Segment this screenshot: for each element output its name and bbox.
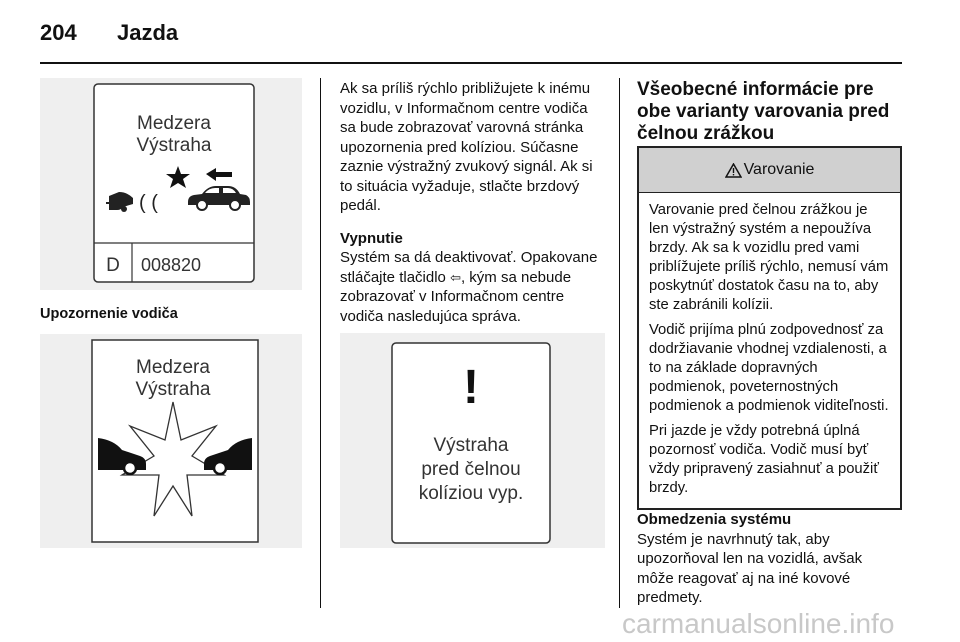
header-rule bbox=[40, 62, 902, 64]
watermark: carmanualsonline.info bbox=[622, 608, 895, 639]
limits-section bbox=[637, 510, 899, 608]
steering-button-icon: ⇦ bbox=[450, 269, 461, 285]
warning-box bbox=[637, 146, 902, 510]
column-divider-left bbox=[320, 78, 321, 608]
display-line-koliziou-vyp: kolíziou vyp. bbox=[418, 483, 524, 504]
figure-warning-off-display bbox=[340, 333, 605, 548]
warning-paragraph-2: Vodič prijíma plnú zodpovednosť za dodržiavanie vhodnej vzdialenosti, a to na základe dopravných podmienok, poveternostných podmienok a podmienok viditeľnosti. bbox=[649, 322, 889, 414]
page-number: 204 bbox=[40, 20, 77, 45]
warning-paragraph-3: Pri jazde je vždy potrebná úplná pozornosť vodiča. Vodič musí byť vždy pripravený zasiahnuť a použiť brzdy. bbox=[649, 423, 879, 496]
warning-paragraph-1: Varovanie pred čelnou zrážkou je len výstražný systém a nepoužíva brzdy. Ak sa k vozidlu pred vami priblížujete príliš rýchlo, nemusí vám poskytnúť dostatok času na to, aby ste zabránili kolízii. bbox=[649, 202, 889, 313]
warning-off-display-svg bbox=[340, 333, 605, 548]
exclamation-icon: ! bbox=[463, 361, 479, 414]
limits-heading: Obmedzenia systému bbox=[637, 511, 792, 528]
warning-body bbox=[639, 193, 900, 508]
figure-collision-warning bbox=[40, 334, 302, 548]
warning-triangle-icon bbox=[725, 163, 742, 178]
section-title: Jazda bbox=[117, 20, 179, 45]
display-line-vystraha2: Výstraha bbox=[433, 435, 509, 456]
deactivate-text-start: Systém sa dá deaktivovať. Opakovane stláčajte tlačidlo bbox=[340, 249, 598, 286]
deactivate-text-end: , kým sa nebude zobrazovať v Informačnom centre vodiča nasledujúca správa. bbox=[340, 268, 572, 325]
approach-paragraph: Ak sa príliš rýchlo približujete k inému vozidlu, v Informačnom centre vodiča sa bude zobrazovať varovná stránka upozornenia pred kolíziou. Súčasne zaznie výstražný zvukový signál. Ak si to situácia vyžaduje, stlačte brzdový pedál. bbox=[340, 80, 593, 214]
figure-caption: Upozornenie vodiča bbox=[40, 306, 178, 322]
limits-text: Systém je navrhnutý tak, aby upozorňoval len na vozidlá, avšak môže reagovať aj na iné kovové predmety. bbox=[637, 530, 863, 606]
display-line-vystraha: Výstraha bbox=[136, 135, 212, 156]
figure-gap-warning-display bbox=[40, 78, 302, 290]
radar-wave-icon: ( ( bbox=[139, 192, 158, 214]
deactivate-paragraph bbox=[340, 248, 605, 326]
vypnutie-heading: Vypnutie bbox=[340, 229, 403, 247]
collision-warning-svg bbox=[40, 334, 302, 548]
general-info-heading: Všeobecné informácie pre obe varianty varovania pred čelnou zrážkou bbox=[637, 79, 890, 144]
warning-title: Varovanie bbox=[743, 161, 815, 178]
column-divider-right bbox=[619, 78, 620, 608]
warning-box-header bbox=[639, 148, 900, 193]
gap-warning-display-svg bbox=[40, 78, 302, 290]
collision-line-vystraha: Výstraha bbox=[135, 379, 211, 400]
display-code: 008820 bbox=[141, 255, 202, 275]
display-line-pred-celnou: pred čelnou bbox=[421, 459, 521, 480]
middle-column bbox=[340, 79, 605, 339]
display-code-letter: D bbox=[106, 255, 120, 276]
display-line-medzera: Medzera bbox=[137, 113, 211, 134]
collision-line-medzera: Medzera bbox=[136, 357, 210, 378]
